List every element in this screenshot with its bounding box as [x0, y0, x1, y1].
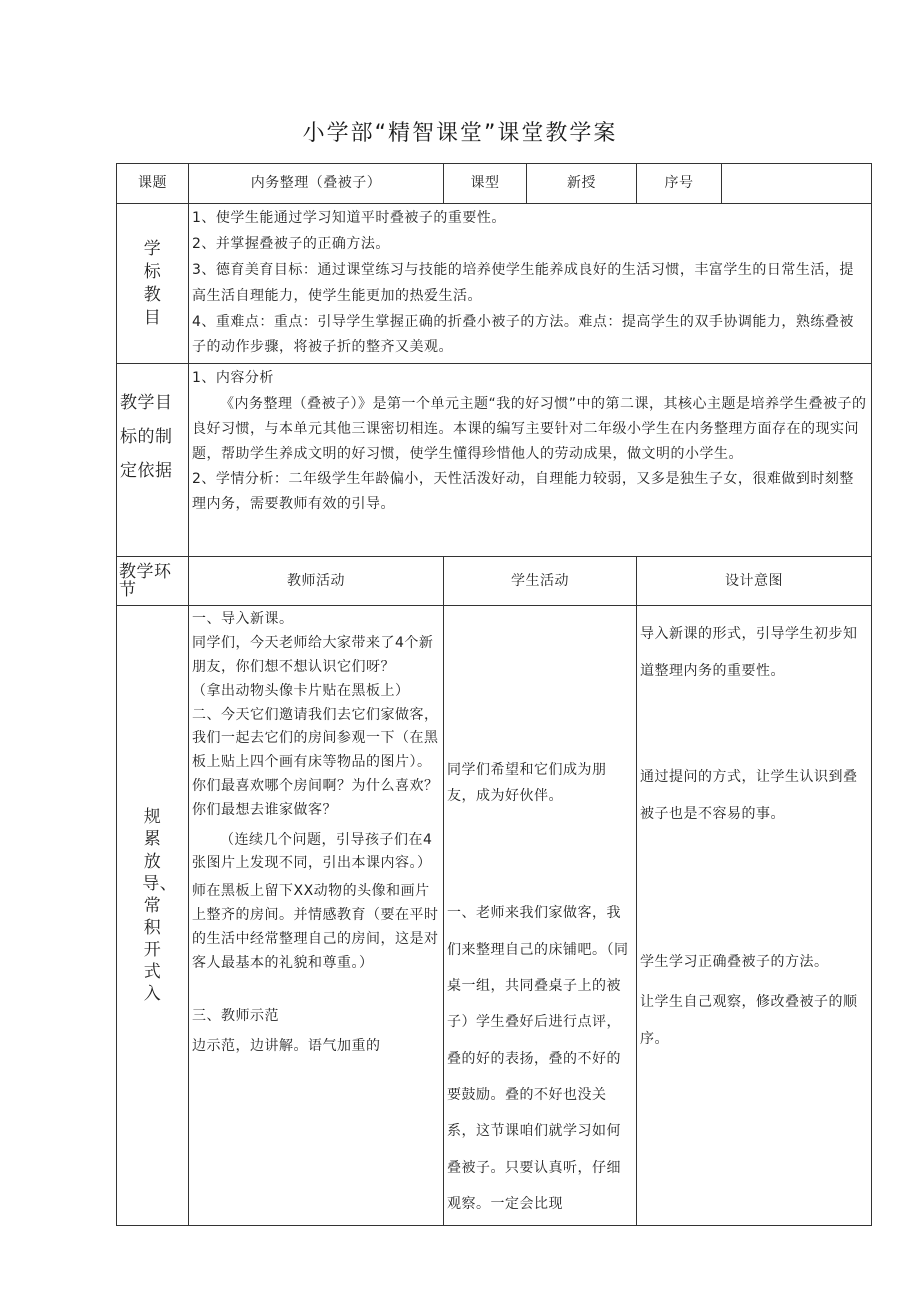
- student-step-1: 同学们希望和它们成为朋友，成为好伙伴。: [447, 762, 607, 805]
- topic-label: 课题: [117, 164, 189, 204]
- stage-name: 规累放导、常积开式入: [142, 807, 178, 1005]
- student-activity-header: 学生活动: [444, 557, 637, 606]
- objective-1: 1、使学生能通过学习知道平时叠被子的重要性。: [192, 210, 506, 226]
- teacher-step-2: 同学们，今天老师给大家带来了4个新朋友，你们想不想认识它们呀？: [192, 635, 434, 675]
- document-title: 小学部“精智课堂”课堂教学案: [302, 121, 618, 146]
- teacher-step-7: 三、教师示范: [192, 1008, 279, 1025]
- teacher-step-6: 师在黑板上留下XX动物的头像和画片上整齐的房间。并情感教育（要在平时的生活中经常整理自己的房间，这是对客人最基本的礼貌和尊重。）: [192, 883, 439, 971]
- basis-label-cell: [117, 364, 189, 557]
- teacher-step-3: （拿出动物头像卡片贴在黑板上）: [192, 682, 410, 699]
- objective-3: 3、德育美育目标：通过课堂练习与技能的培养使学生能养成良好的生活习惯，丰富学生的日常生活，提高生活自理能力，使学生能更加的热爱生活。: [192, 261, 854, 304]
- design-intent-cell: [637, 606, 872, 1225]
- basis-label-line-2: 标的制: [120, 427, 173, 448]
- lesson-plan-table: [116, 163, 872, 1226]
- content-analysis-paragraph: 《内务整理（叠被子）》是第一个单元主题“我的好习惯”中的第二课，其核心主题是培养学生叠被子的良好习惯，与本单元其他三课密切相连。本课的编写主要针对二年级小学生在内务整理方面存在的现实问题，帮助学生养成文明的好习惯，使学生懂得珍惜他人的劳动成果，做文明的小学生。: [192, 395, 867, 462]
- design-intent-3: 学生学习正确叠被子的方法。: [640, 953, 829, 970]
- type-label: 课型: [444, 164, 527, 204]
- student-analysis-paragraph: 2、学情分析：二年级学生年龄偏小，天性活泼好动，自理能力较弱，又多是独生子女，很难做到时刻整理内务，需要教师有效的引导。: [192, 471, 854, 513]
- type-value: 新授: [527, 164, 637, 204]
- objectives-label-cell: [117, 204, 189, 364]
- basis-label-line-3: 定依据: [120, 461, 173, 482]
- teacher-step-8: 边示范，边讲解。语气加重的: [192, 1038, 381, 1055]
- objectives-row: [117, 204, 872, 364]
- basis-label-line-1: 教学目: [120, 393, 173, 414]
- basis-row: [117, 364, 872, 557]
- teacher-step-4: 二、今天它们邀请我们去它们家做客，我们一起去它们的房间参观一下（在黑板上贴上四个画有床等物品的图片）。你们最喜欢哪个房间啊？为什么喜欢？你们最想去谁家做客？: [192, 706, 439, 818]
- activity-row: [117, 606, 872, 1225]
- design-intent-2: 通过提问的方式，让学生认识到叠被子也是不容易的事。: [640, 769, 858, 822]
- content-analysis-heading: 1、内容分析: [192, 370, 274, 387]
- seq-label: 序号: [637, 164, 722, 204]
- stage-cell: [117, 606, 189, 1225]
- teacher-activity-cell: [189, 606, 444, 1225]
- objective-2: 2、并掌握叠被子的正确方法。: [192, 235, 390, 252]
- teacher-activity-header: 教师活动: [189, 557, 444, 606]
- design-intent-1: 导入新课的形式，引导学生初步知道整理内务的重要性。: [640, 626, 858, 679]
- design-intent-4: 让学生自己观察，修改叠被子的顺序。: [640, 994, 858, 1047]
- objectives-content: [189, 204, 872, 364]
- student-activity-cell: [444, 606, 637, 1225]
- topic-value: 内务整理（叠被子）: [189, 164, 444, 204]
- teacher-step-5: （连续几个问题，引导孩子们在4张图片上发现不同，引出本课内容。）: [192, 831, 433, 872]
- activity-header-row: [117, 557, 872, 606]
- header-row: [117, 164, 872, 204]
- seq-value: [722, 164, 872, 204]
- basis-content: [189, 364, 872, 557]
- student-step-2: 一、老师来我们家做客，我们来整理自己的床铺吧。（同桌一组，共同叠桌子上的被子）学生叠好后进行点评，叠的好的表扬，叠的不好的要鼓励。叠的不好也没关系，这节课咱们就学习如何叠被子。只要认真听，仔细观察。一定会比现: [447, 905, 629, 1213]
- design-intent-header: 设计意图: [637, 557, 872, 606]
- objective-4: 4、重难点：重点：引导学生掌握正确的折叠小被子的方法。难点：提高学生的双手协调能力，熟练叠被子的动作步骤，将被子折的整齐又美观。: [192, 313, 854, 356]
- stage-label-cell: [117, 557, 189, 606]
- stage-label: 教学环节: [119, 561, 172, 601]
- teacher-step-1: 一、导入新课。: [192, 611, 294, 628]
- objectives-label: 学标教目: [143, 238, 162, 328]
